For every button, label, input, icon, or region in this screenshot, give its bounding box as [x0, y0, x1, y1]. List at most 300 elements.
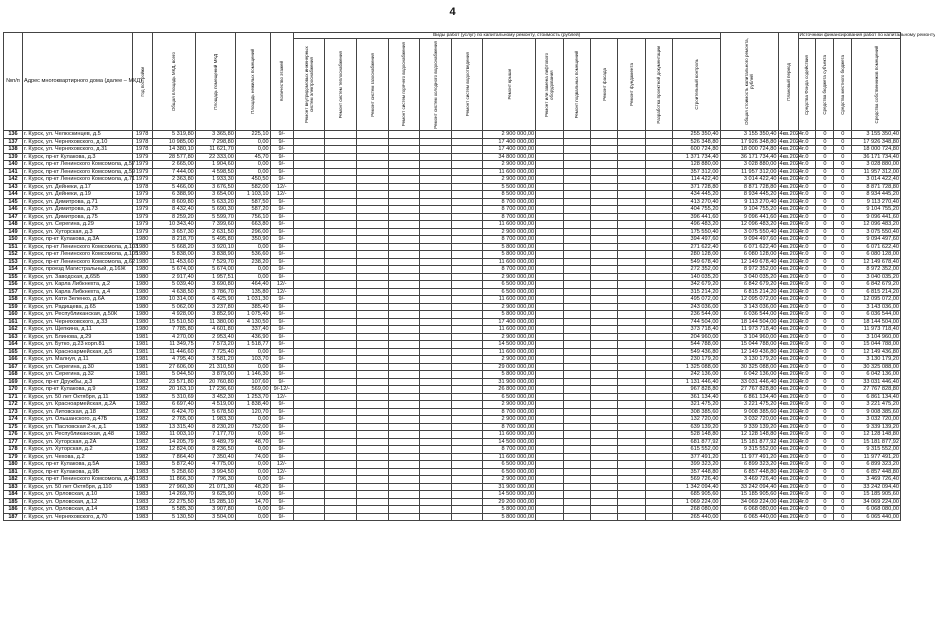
cell-w3 — [357, 221, 389, 229]
cell-roof: 8 700 000,00 — [483, 206, 536, 214]
cell-year: 1982 — [132, 423, 152, 431]
cell-control: 549 436,80 — [673, 348, 720, 356]
cell-total: 3 221 475,20 — [720, 401, 778, 409]
cell-f1: 0 — [798, 476, 816, 484]
cell-w5 — [420, 483, 452, 491]
cell-year: 1981 — [132, 341, 152, 349]
cell-w2 — [325, 506, 357, 514]
cell-f1: 0 — [798, 416, 816, 424]
cell-f4: 6 842 679,20 — [852, 281, 901, 289]
cell-f4: 3 075 550,40 — [852, 228, 901, 236]
cell-w11 — [618, 281, 645, 289]
cell-area-living: 7 298,80 — [195, 138, 235, 146]
cell-total: 18 000 724,80 — [720, 146, 778, 154]
cell-period: 4кв.2024г. — [779, 431, 805, 437]
cell-w6 — [451, 386, 483, 394]
cell-w1 — [293, 221, 325, 229]
cell-control: 175 550,40 — [673, 228, 720, 236]
cell-total: 9 008 385,60 — [720, 408, 778, 416]
cell-w4 — [388, 423, 420, 431]
cell-w10 — [590, 371, 617, 379]
cell-w1 — [293, 228, 325, 236]
cell-w3 — [357, 483, 389, 491]
cell-f4: 9 315 552,00 — [852, 446, 901, 454]
cell-w1 — [293, 191, 325, 199]
cell-total: 33 031 446,40 — [720, 378, 778, 386]
cell-w3 — [357, 228, 389, 236]
cell-w5 — [420, 423, 452, 431]
cell-f4: 12 095 072,00 — [852, 296, 901, 304]
cell-area-total: 12 824,00 — [152, 446, 195, 454]
cell-area-total: 23 571,80 — [152, 378, 195, 386]
cell-w3 — [357, 311, 389, 319]
cell-area-total: 6 424,70 — [152, 408, 195, 416]
cell-no: 136 — [4, 131, 23, 139]
cell-w11 — [618, 146, 645, 154]
cell-roof: 2 900 000,00 — [483, 161, 536, 169]
cell-floors: 9/- — [270, 378, 293, 386]
cell-w9 — [563, 483, 590, 491]
cell-year: 1983 — [132, 506, 152, 514]
cell-address: г. Курск, пр-кт Ленинского Комсомола, д.57 — [23, 161, 136, 167]
cell-w6 — [451, 356, 483, 364]
cell-w5 — [420, 236, 452, 244]
cell-address: г. Курск, пр-кт Кулакова, д.5А — [22, 461, 132, 469]
cell-w1 — [293, 243, 325, 251]
cell-w7 — [536, 161, 563, 169]
cell-floors: 9/- — [270, 198, 293, 206]
cell-w7 — [536, 326, 563, 334]
cell-w6 — [451, 318, 483, 326]
cell-f3: 0 — [834, 266, 852, 274]
cell-w9 — [563, 468, 590, 476]
cell-f1: 0 — [798, 311, 816, 319]
cell-w11 — [618, 476, 645, 484]
cell-w11 — [618, 191, 645, 199]
cell-w2 — [325, 341, 357, 349]
cell-f2: 0 — [816, 183, 834, 191]
cell-w10 — [590, 491, 617, 499]
cell-area-total: 5 838,00 — [152, 251, 195, 259]
cell-w3 — [357, 206, 389, 214]
cell-period: 4кв.2024г. — [779, 401, 805, 407]
cell-w10 — [590, 131, 617, 139]
cell-w9 — [563, 386, 590, 394]
cell-area-nonliving: 0,00 — [235, 506, 270, 514]
cell-area-nonliving: 45,70 — [235, 153, 270, 161]
cell-w5 — [420, 258, 452, 266]
cell-f2: 0 — [816, 168, 834, 176]
cell-w12 — [645, 408, 672, 416]
financing-group-header: Источники финансирования работ по капитальному ремонту — [799, 33, 935, 38]
cell-f1: 0 — [798, 326, 816, 334]
cell-w11 — [618, 461, 645, 469]
cell-w2 — [325, 371, 357, 379]
cell-w1 — [293, 213, 325, 221]
cell-w1 — [293, 453, 325, 461]
cell-w7 — [536, 438, 563, 446]
cell-w4 — [388, 438, 420, 446]
cell-area-total: 5 310,69 — [152, 393, 195, 401]
cell-f1: 0 — [798, 498, 816, 506]
cell-w2 — [325, 281, 357, 289]
table-header — [4, 33, 935, 131]
cell-roof: 8 700 000,00 — [483, 236, 536, 244]
cell-control: 271 622,40 — [673, 243, 720, 251]
cell-w1 — [293, 468, 325, 476]
cell-w12 — [645, 468, 672, 476]
cell-f3: 0 — [834, 273, 852, 281]
cell-control: 496 483,20 — [673, 221, 720, 229]
cell-area-living: 1 957,51 — [195, 273, 235, 281]
cell-year: 1983 — [132, 461, 152, 469]
cell-w10 — [590, 318, 617, 326]
table-row — [4, 491, 901, 499]
cell-w2 — [325, 311, 357, 319]
cell-no: 160 — [4, 311, 23, 319]
cell-w7 — [536, 431, 563, 439]
cell-f2: 0 — [816, 236, 834, 244]
cell-f2: 0 — [816, 228, 834, 236]
cell-w7 — [536, 483, 563, 491]
cell-w12 — [645, 273, 672, 281]
cell-w3 — [357, 468, 389, 476]
cell-w5 — [420, 371, 452, 379]
cell-w12 — [645, 446, 672, 454]
cell-w1 — [293, 431, 325, 439]
cell-w9 — [563, 461, 590, 469]
cell-floors: 9/- — [270, 296, 293, 304]
cell-total: 15 181 877,92 — [720, 438, 778, 446]
cell-w5 — [420, 506, 452, 514]
cell-no: 174 — [4, 416, 23, 424]
cell-w6 — [451, 251, 483, 259]
cell-w2 — [325, 438, 357, 446]
cell-f2: 0 — [816, 476, 834, 484]
cell-area-living: 7 573,20 — [195, 341, 235, 349]
cell-area-living: 22 333,00 — [195, 153, 235, 161]
cell-no: 181 — [4, 468, 23, 476]
cell-area-living: 3 654,00 — [195, 191, 235, 199]
col-w6: Ремонт систем водоотведения — [464, 52, 470, 117]
cell-w10 — [590, 393, 617, 401]
cell-w2 — [325, 356, 357, 364]
cell-w2 — [325, 288, 357, 296]
cell-w6 — [451, 333, 483, 341]
cell-f1: 0 — [798, 206, 816, 214]
cell-f2: 0 — [816, 363, 834, 371]
cell-area-nonliving: 1 031,30 — [235, 296, 270, 304]
cell-year: 1979 — [132, 228, 152, 236]
cell-roof: 14 500 000,00 — [483, 341, 536, 349]
cell-no: 149 — [4, 228, 23, 236]
cell-w7 — [536, 288, 563, 296]
cell-f1: 0 — [798, 243, 816, 251]
cell-floors: 9/- — [270, 363, 293, 371]
cell-f3: 0 — [834, 446, 852, 454]
cell-f4: 18 000 724,80 — [852, 146, 901, 154]
cell-area-total: 3 657,30 — [152, 228, 195, 236]
cell-w2 — [325, 146, 357, 154]
cell-w4 — [388, 453, 420, 461]
capital-repair-table — [3, 32, 935, 521]
cell-w3 — [357, 408, 389, 416]
cell-period: 4кв.2024г. — [779, 386, 805, 392]
cell-w11 — [618, 168, 645, 176]
cell-address: г. Курск, ул. Малнуя, д.11 — [22, 356, 132, 364]
cell-f1: 0 — [798, 288, 816, 296]
cell-f2: 0 — [816, 341, 834, 349]
cell-no: 155 — [4, 273, 23, 281]
cell-area-total: 5 044,50 — [152, 371, 195, 379]
cell-f4: 11 977 491,20 — [852, 453, 901, 461]
cell-roof: 17 400 000,00 — [483, 146, 536, 154]
col-area-total: Общая площадь МКД, всего — [171, 51, 177, 112]
cell-floors: 9/- — [270, 423, 293, 431]
cell-f1: 0 — [798, 138, 816, 146]
cell-area-nonliving: 1 103,10 — [235, 191, 270, 199]
cell-w10 — [590, 453, 617, 461]
cell-roof: 14 500 000,00 — [483, 491, 536, 499]
cell-w5 — [420, 146, 452, 154]
cell-floors: 9/- — [270, 341, 293, 349]
cell-floors: 9/- — [270, 243, 293, 251]
cell-w9 — [563, 266, 590, 274]
cell-w3 — [357, 153, 389, 161]
table-row — [4, 206, 901, 214]
cell-area-nonliving: 225,10 — [235, 131, 270, 139]
cell-f1: 0 — [798, 513, 816, 521]
cell-w6 — [451, 161, 483, 169]
cell-roof: 2 900 000,00 — [483, 273, 536, 281]
cell-f1: 0 — [798, 453, 816, 461]
cell-w12 — [645, 296, 672, 304]
cell-roof: 5 800 000,00 — [483, 251, 536, 259]
cell-w10 — [590, 356, 617, 364]
cell-address: г. Курск, ул. Хуторская, д.2 — [22, 446, 132, 454]
cell-control: 114 422,40 — [673, 176, 720, 184]
cell-w4 — [388, 236, 420, 244]
cell-floors: 9/- — [270, 408, 293, 416]
cell-f2: 0 — [816, 453, 834, 461]
cell-w4 — [388, 213, 420, 221]
cell-area-total: 11 866,30 — [152, 476, 195, 484]
cell-w3 — [357, 416, 389, 424]
cell-f1: 0 — [798, 371, 816, 379]
cell-area-total: 28 577,80 — [152, 153, 195, 161]
cell-w2 — [325, 401, 357, 409]
cell-w6 — [451, 303, 483, 311]
cell-w9 — [563, 303, 590, 311]
cell-w1 — [293, 513, 325, 521]
cell-w4 — [388, 356, 420, 364]
col-w13: Строительный контроль — [693, 59, 699, 110]
cell-w10 — [590, 378, 617, 386]
table-row — [4, 378, 901, 386]
cell-control: 342 679,20 — [673, 281, 720, 289]
table-row — [4, 138, 901, 146]
cell-w5 — [420, 251, 452, 259]
cell-control: 243 036,00 — [673, 303, 720, 311]
cell-f1: 0 — [798, 131, 816, 139]
cell-roof: 11 600 000,00 — [483, 453, 536, 461]
cell-w1 — [293, 176, 325, 184]
cell-w9 — [563, 228, 590, 236]
cell-w9 — [563, 423, 590, 431]
cell-w10 — [590, 198, 617, 206]
cell-w5 — [420, 206, 452, 214]
cell-w10 — [590, 513, 617, 521]
cell-f3: 0 — [834, 303, 852, 311]
cell-w12 — [645, 348, 672, 356]
cell-w4 — [388, 146, 420, 154]
cell-f1: 0 — [798, 356, 816, 364]
cell-period: 4кв.2024г. — [779, 356, 805, 362]
cell-w6 — [451, 431, 483, 439]
cell-w12 — [645, 363, 672, 371]
cell-period: 4кв.2024г. — [779, 161, 805, 167]
cell-control: 371 728,80 — [673, 183, 720, 191]
table-row — [4, 513, 901, 521]
cell-year: 1980 — [132, 243, 152, 251]
cell-control: 236 544,00 — [673, 311, 720, 319]
cell-area-living: 21 071,30 — [195, 483, 235, 491]
cell-w5 — [420, 348, 452, 356]
cell-w2 — [325, 236, 357, 244]
cell-w1 — [293, 356, 325, 364]
cell-f1: 0 — [798, 491, 816, 499]
cell-area-nonliving: 752,00 — [235, 423, 270, 431]
cell-f1: 0 — [798, 281, 816, 289]
cell-f1: 0 — [798, 333, 816, 341]
cell-roof: 11 600 000,00 — [483, 348, 536, 356]
cell-floors: 9/- — [270, 371, 293, 379]
cell-area-living: 7 529,70 — [195, 258, 235, 266]
cell-no: 138 — [4, 146, 23, 154]
table-row — [4, 483, 901, 491]
cell-w2 — [325, 243, 357, 251]
cell-no: 164 — [4, 341, 23, 349]
cell-f3: 0 — [834, 131, 852, 139]
table-body — [4, 131, 901, 521]
cell-w2 — [325, 408, 357, 416]
cell-control: 242 136,00 — [673, 371, 720, 379]
cell-year: 1981 — [132, 348, 152, 356]
cell-f3: 0 — [834, 423, 852, 431]
cell-f1: 0 — [798, 431, 816, 439]
cell-roof: 5 800 000,00 — [483, 506, 536, 514]
cell-w7 — [536, 498, 563, 506]
cell-control: 255 350,40 — [673, 131, 720, 139]
cell-roof: 5 800 000,00 — [483, 311, 536, 319]
cell-address: г. Курск, ул. Радищева, д.65 — [22, 303, 132, 311]
cell-f1: 0 — [798, 266, 816, 274]
cell-year: 1983 — [132, 498, 152, 506]
cell-w3 — [357, 348, 389, 356]
cell-roof: 2 900 000,00 — [483, 131, 536, 139]
cell-total: 11 957 312,00 — [720, 168, 778, 176]
cell-w9 — [563, 438, 590, 446]
cell-w4 — [388, 341, 420, 349]
cell-w9 — [563, 288, 590, 296]
cell-w11 — [618, 416, 645, 424]
cell-floors: 9/- — [270, 348, 293, 356]
cell-period: 4кв.2024г. — [779, 483, 805, 490]
cell-w11 — [618, 221, 645, 229]
cell-w9 — [563, 198, 590, 206]
cell-w11 — [618, 333, 645, 341]
table-row — [4, 438, 901, 446]
cell-w1 — [293, 236, 325, 244]
cell-f3: 0 — [834, 311, 852, 319]
cell-w3 — [357, 431, 389, 439]
cell-area-nonliving: 103,70 — [235, 356, 270, 364]
cell-floors: 9/- — [270, 176, 293, 184]
cell-area-nonliving: 569,00 — [235, 386, 270, 394]
cell-w5 — [420, 513, 452, 521]
cell-w12 — [645, 476, 672, 484]
cell-w6 — [451, 363, 483, 371]
cell-w10 — [590, 303, 617, 311]
cell-address: г. Курск, ул. Серегина, д.30 — [22, 363, 132, 371]
cell-year: 1982 — [132, 453, 152, 461]
cell-roof: 5 800 000,00 — [483, 243, 536, 251]
cell-area-living: 4 775,00 — [195, 461, 235, 469]
cell-total: 12 149 678,40 — [720, 258, 778, 266]
cell-roof: 11 600 000,00 — [483, 431, 536, 439]
cell-no: 178 — [4, 446, 23, 454]
cell-control: 967 828,80 — [673, 386, 720, 394]
cell-period: 4кв.2024г. — [779, 498, 805, 505]
cell-w3 — [357, 393, 389, 401]
cell-w2 — [325, 333, 357, 341]
cell-w4 — [388, 296, 420, 304]
cell-w11 — [618, 213, 645, 221]
cell-floors: 9/- — [270, 401, 293, 409]
table-row — [4, 288, 901, 296]
cell-year: 1979 — [132, 168, 152, 176]
cell-w2 — [325, 431, 357, 439]
cell-floors: 9/- — [270, 318, 293, 326]
cell-w1 — [293, 266, 325, 274]
cell-w7 — [536, 228, 563, 236]
cell-w9 — [563, 401, 590, 409]
cell-w9 — [563, 341, 590, 349]
cell-f3: 0 — [834, 371, 852, 379]
cell-address: г. Курск, пр-кт Кулакова, д.9 — [22, 386, 132, 394]
cell-w2 — [325, 348, 357, 356]
cell-w11 — [618, 236, 645, 244]
cell-control: 639 139,20 — [673, 423, 720, 431]
cell-year: 1982 — [132, 401, 152, 409]
cell-area-total: 15 510,50 — [152, 318, 195, 326]
cell-f1: 0 — [798, 153, 816, 161]
cell-w7 — [536, 401, 563, 409]
table-row — [4, 146, 901, 154]
cell-control: 361 134,40 — [673, 393, 720, 401]
cell-w2 — [325, 476, 357, 484]
cell-area-nonliving: 582,00 — [235, 183, 270, 191]
cell-w3 — [357, 446, 389, 454]
cell-floors: 9/- — [270, 213, 293, 221]
cell-address: г. Курск, ул. Орловская, д.12 — [22, 498, 132, 506]
table-row — [4, 341, 901, 349]
cell-f2: 0 — [816, 191, 834, 199]
table-row — [4, 356, 901, 364]
cell-w4 — [388, 183, 420, 191]
cell-w7 — [536, 491, 563, 499]
cell-w7 — [536, 176, 563, 184]
